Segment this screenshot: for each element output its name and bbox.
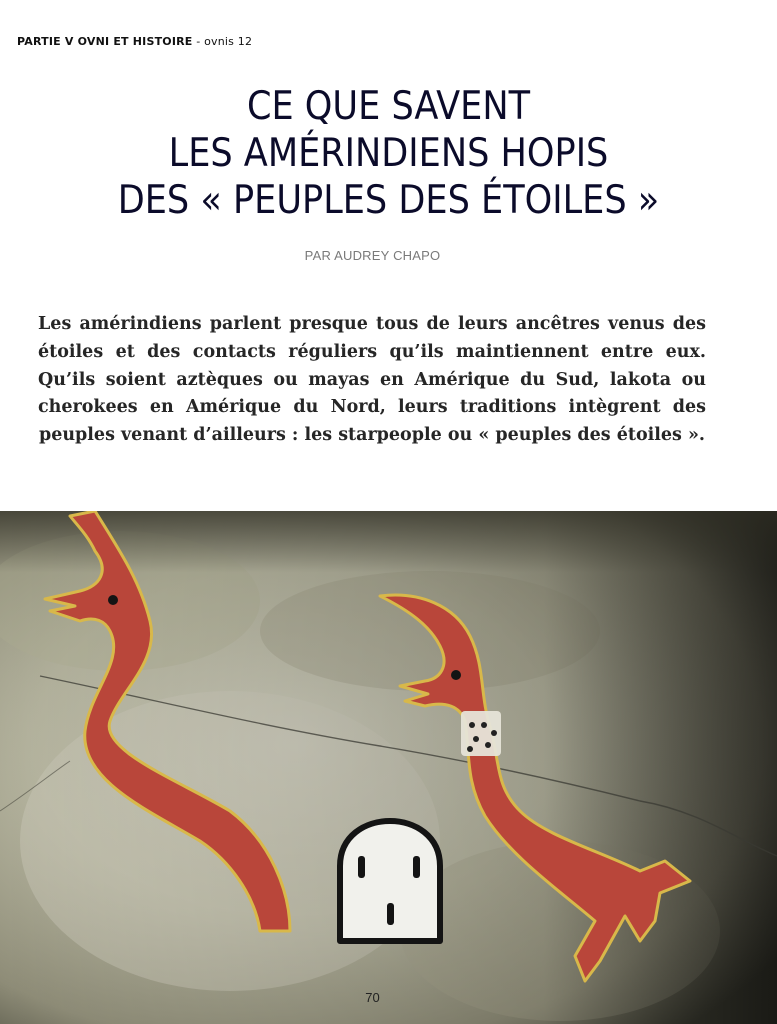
title-line-2: LES AMÉRINDIENS HOPIS (168, 130, 609, 176)
page-number: 70 (365, 990, 380, 1005)
lede-paragraph: Les amérindiens parlent presque tous de leurs ancêtres venus des étoiles et des contacts réguliers qu’ils maintiennent entre eux. Qu’ils soient aztèques ou mayas en Amérique du Sud, lakota ou cherokees en Amérique du Nord, leurs traditions intègrent des peuples venant d’ailleurs : les starpeople ou « peuples des étoiles ». (38, 314, 706, 446)
section-label: PARTIE V OVNI ET HISTOIRE (17, 35, 193, 48)
title-line-3: DES « PEUPLES DES ÉTOILES » (117, 177, 660, 223)
byline: PAR AUDREY CHAPO (304, 248, 441, 263)
mask-glyph (340, 821, 440, 941)
rock-painting-photo (0, 511, 777, 1024)
issue-label: ovnis 12 (204, 35, 253, 48)
title-line-1: CE QUE SAVENT (246, 84, 531, 129)
header-separator: - (192, 35, 205, 48)
article-title (39, 84, 738, 224)
rock-painting-illustration (0, 511, 777, 1024)
running-header (17, 35, 252, 48)
